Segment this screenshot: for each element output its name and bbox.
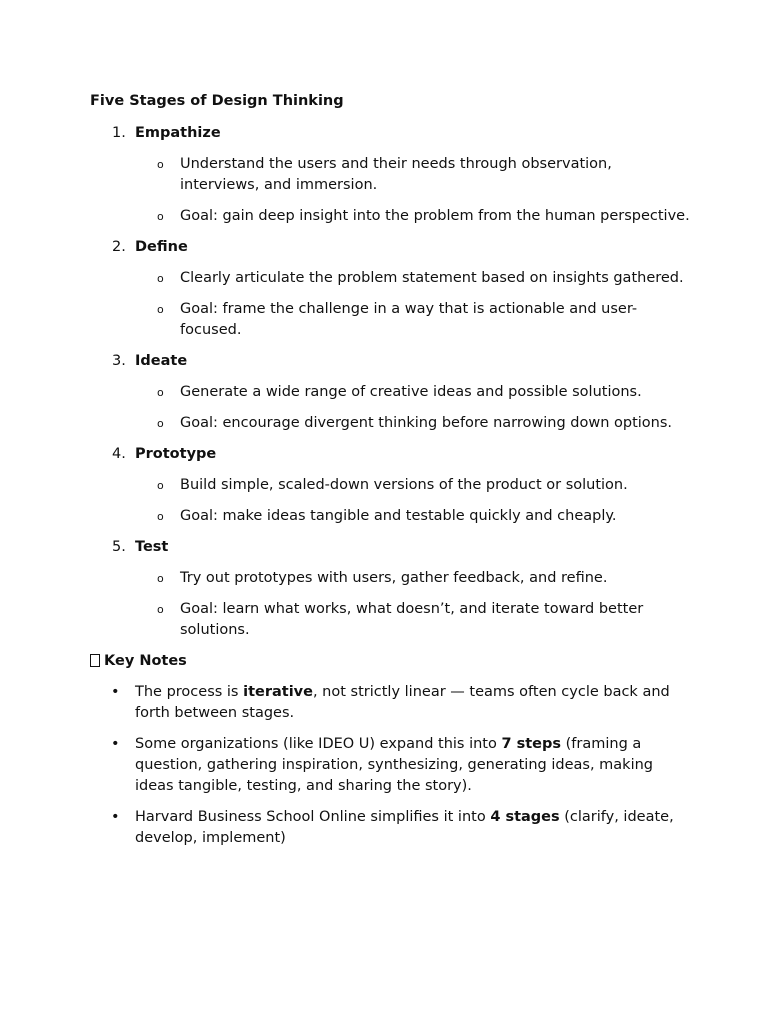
- stage-point-text: Try out prototypes with users, gather feedback, and refine.: [180, 570, 608, 586]
- document-title: Five Stages of Design Thinking: [90, 93, 344, 109]
- stage-point: [90, 382, 690, 403]
- stage-point: [90, 413, 690, 434]
- note-text-bold: 4 stages: [490, 809, 560, 825]
- stage-item: [90, 537, 690, 641]
- stage-point-text: Goal: learn what works, what doesn’t, and iterate toward better solutions.: [180, 601, 644, 638]
- dot-bullet-icon: •: [111, 736, 120, 752]
- stage-heading: [90, 123, 690, 144]
- stage-point-text: Generate a wide range of creative ideas and possible solutions.: [180, 384, 642, 400]
- stage-number: 4.: [112, 446, 126, 462]
- stage-point: [90, 506, 690, 527]
- stage-point: [90, 568, 690, 589]
- circle-bullet-icon: o: [157, 386, 164, 399]
- note-text-bold: 7 steps: [501, 736, 562, 752]
- circle-bullet-icon: o: [157, 303, 164, 316]
- stage-item: [90, 351, 690, 434]
- key-notes-label: Key Notes: [104, 653, 187, 669]
- dot-bullet-icon: •: [111, 684, 120, 700]
- stage-point-text: Goal: make ideas tangible and testable quickly and cheaply.: [180, 508, 617, 524]
- circle-bullet-icon: o: [157, 603, 164, 616]
- circle-bullet-icon: o: [157, 417, 164, 430]
- stage-point: [90, 299, 690, 341]
- key-notes-heading: [90, 651, 690, 672]
- stage-point: [90, 206, 690, 227]
- stage-points: [90, 382, 690, 434]
- note-text-before: The process is: [135, 684, 244, 700]
- stage-point-text: Understand the users and their needs through observation, interviews, and immersion.: [180, 156, 612, 193]
- stage-heading: [90, 237, 690, 258]
- stage-point: [90, 268, 690, 289]
- stage-name: Empathize: [135, 125, 221, 141]
- stage-heading: [90, 537, 690, 558]
- stage-point-text: Build simple, scaled-down versions of the product or solution.: [180, 477, 628, 493]
- note-text-after: (clarify, ideate, develop, implement): [135, 809, 674, 846]
- stage-point: [90, 599, 690, 641]
- note-item: [90, 807, 690, 849]
- stage-number: 3.: [112, 353, 126, 369]
- stage-point-text: Clearly articulate the problem statement based on insights gathered.: [180, 270, 684, 286]
- stage-points: [90, 475, 690, 527]
- stages-list: [90, 123, 690, 641]
- stage-item: [90, 123, 690, 227]
- document: [90, 91, 690, 859]
- stage-number: 5.: [112, 539, 126, 555]
- key-notes-list: [90, 682, 690, 849]
- stage-name: Prototype: [135, 446, 217, 462]
- note-text-before: Some organizations (like IDEO U) expand this into: [135, 736, 502, 752]
- note-text-after: , not strictly linear — teams often cycle back and forth between stages.: [135, 684, 670, 721]
- stage-name: Define: [135, 239, 188, 255]
- note-text-bold: iterative: [243, 684, 313, 700]
- stage-point-text: Goal: gain deep insight into the problem from the human perspective.: [180, 208, 690, 224]
- circle-bullet-icon: o: [157, 479, 164, 492]
- stage-point-text: Goal: frame the challenge in a way that is actionable and user-focused.: [180, 301, 638, 338]
- note-text-after: (framing a question, gathering inspiration, synthesizing, generating ideas, making ideas tangible, testing, and sharing the story).: [135, 736, 653, 794]
- circle-bullet-icon: o: [157, 272, 164, 285]
- stage-point-text: Goal: encourage divergent thinking before narrowing down options.: [180, 415, 673, 431]
- note-item: [90, 682, 690, 724]
- missing-glyph-icon: [90, 654, 100, 667]
- stage-name: Ideate: [135, 353, 188, 369]
- stage-item: [90, 444, 690, 527]
- stage-points: [90, 268, 690, 341]
- stage-point: [90, 154, 690, 196]
- note-item: [90, 734, 690, 797]
- stage-heading: [90, 351, 690, 372]
- circle-bullet-icon: o: [157, 510, 164, 523]
- stage-points: [90, 154, 690, 227]
- stage-number: 1.: [112, 125, 126, 141]
- stage-item: [90, 237, 690, 341]
- stage-points: [90, 568, 690, 641]
- stage-heading: [90, 444, 690, 465]
- circle-bullet-icon: o: [157, 158, 164, 171]
- stage-number: 2.: [112, 239, 126, 255]
- dot-bullet-icon: •: [111, 809, 120, 825]
- circle-bullet-icon: o: [157, 210, 164, 223]
- stage-point: [90, 475, 690, 496]
- note-text-before: Harvard Business School Online simplifies it into: [135, 809, 491, 825]
- circle-bullet-icon: o: [157, 572, 164, 585]
- stage-name: Test: [135, 539, 169, 555]
